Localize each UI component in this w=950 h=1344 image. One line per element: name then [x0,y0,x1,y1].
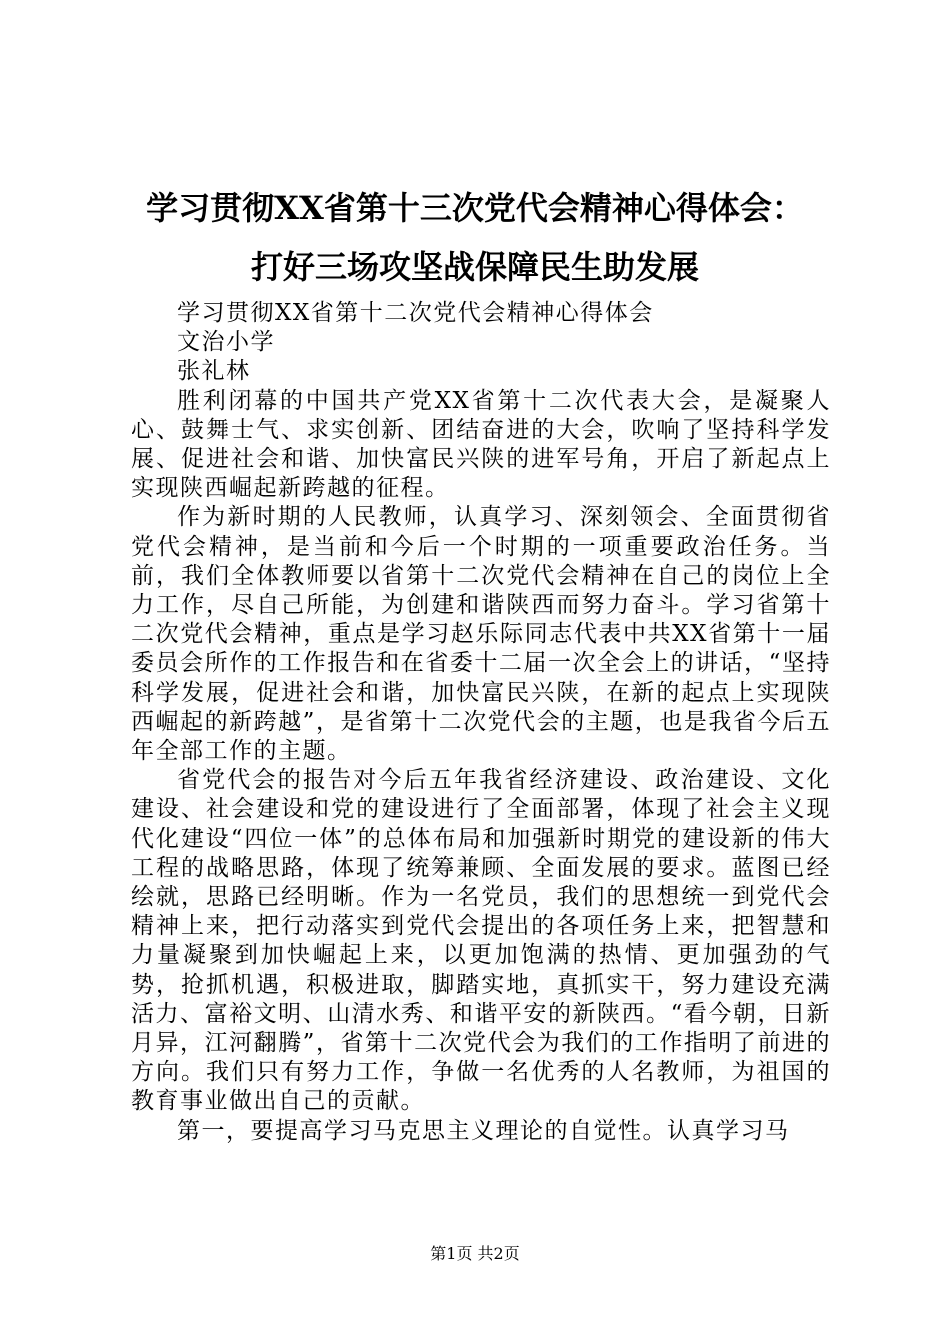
subtitle: 学习贯彻XX省第十二次党代会精神心得体会 [177,300,654,326]
document-title-line-1: 学习贯彻XX省第十三次党代会精神心得体会： [146,189,804,227]
paragraph: 作为新时期的人民教师，认真学习、深刻领会、全面贯彻省党代会精神，是当前和今后一个时期的一项重要政治任务。当前，我们全体教师要以省第十二次党代会精神在自己的岗位上全力工作，尽自己所能，为创建和谐陕西而努力奋斗。学习省第十二次党代会精神，重点是学习赵乐际同志代表中共XX省第十一届委员会所作的工作报告和在省委十二届一次全会上的讲话，“坚持科学发展，促进社会和谐，加快富民兴陕，在新的起点上实现陕西崛起的新跨越”，是省第十二次党代会的主题，也是我省今后五年全部工作的主题。 [131,504,831,765]
author-name: 张礼林 [177,358,251,385]
paragraph: 省党代会的报告对今后五年我省经济建设、政治建设、文化建设、社会建设和党的建设进行了全面部署，体现了社会主义现代化建设“四位一体”的总体布局和加强新时期党的建设新的伟大工程的战略思路，体现了统筹兼顾、全面发展的要求。蓝图已经绘就，思路已经明晰。作为一名党员，我们的思想统一到党代会精神上来，把行动落实到党代会提出的各项任务上来，把智慧和力量凝聚到加快崛起上来，以更加饱满的热情、更加强劲的气势，抢抓机遇，积极进取，脚踏实地，真抓实干，努力建设充满活力、富裕文明、山清水秀、和谐平安的新陕西。“看今朝，日新月异，江河翻腾”，省第十二次党代会为我们的工作指明了前进的方向。我们只有努力工作，争做一名优秀的人名教师，为祖国的教育事业做出自己的贡献。 [131,767,831,1115]
document-body [131,299,831,1146]
paragraph: 胜利闭幕的中国共产党XX省第十二次代表大会，是凝聚人心、鼓舞士气、求实创新、团结奋进的大会，吹响了坚持科学发展、促进社会和谐、加快富民兴陕的进军号角，开启了新起点上实现陕西崛起新跨越的征程。 [131,387,831,502]
page-number-footer: 第1页 共2页 [430,1244,520,1263]
paragraph: 第一，要提高学习马克思主义理论的自觉性。认真学习马 [177,1117,790,1144]
school-name: 文治小学 [177,329,275,356]
document-title-line-2: 打好三场攻坚战保障民生助发展 [250,248,699,286]
